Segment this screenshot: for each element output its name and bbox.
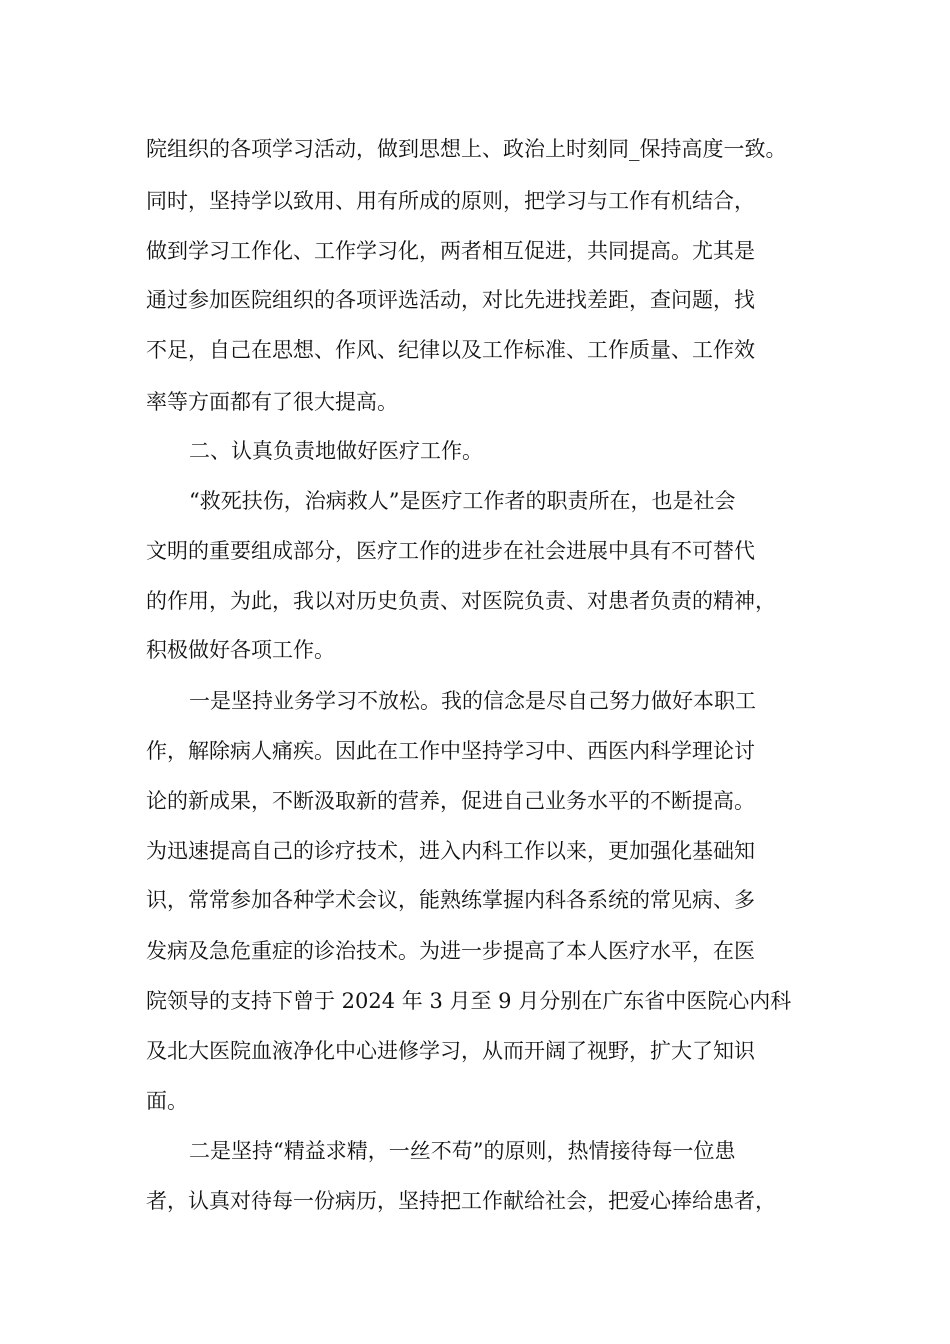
paragraph-line: 做到学习工作化、工作学习化，两者相互促进，共同提高。尤其是 — [146, 239, 755, 263]
paragraph-line: 积极做好各项工作。 — [146, 638, 335, 662]
paragraph-line: 同时，坚持学以致用、用有所成的原则，把学习与工作有机结合， — [146, 189, 755, 213]
paragraph-line: 率等方面都有了很大提高。 — [146, 390, 398, 414]
paragraph-line: 发病及急危重症的诊治技术。为进一步提高了本人医疗水平，在医 — [146, 939, 755, 963]
section-heading: 二、认真负责地做好医疗工作。 — [189, 439, 483, 463]
paragraph-line: 院组织的各项学习活动，做到思想上、政治上时刻同_保持高度一致。 — [146, 137, 787, 161]
paragraph-line: 文明的重要组成部分，医疗工作的进步在社会进展中具有不可替代 — [146, 539, 755, 563]
paragraph-line: 论的新成果，不断汲取新的营养，促进自己业务水平的不断提高。 — [146, 789, 755, 813]
paragraph-line: 一是坚持业务学习不放松。我的信念是尽自己努力做好本职工 — [189, 689, 756, 713]
paragraph-line: 识，常常参加各种学术会议，能熟练掌握内科各系统的常见病、多 — [146, 888, 755, 912]
paragraph-line: 作，解除病人痛疾。因此在工作中坚持学习中、西医内科学理论讨 — [146, 739, 755, 763]
paragraph-line: 通过参加医院组织的各项评选活动，对比先进找差距，查问题，找 — [146, 288, 755, 312]
paragraph-line: 者，认真对待每一份病历，坚持把工作献给社会，把爱心捧给患者， — [146, 1189, 776, 1213]
paragraph-line: 的作用，为此，我以对历史负责、对医院负责、对患者负责的精神， — [146, 589, 776, 613]
paragraph-line: 院领导的支持下曾于 2024 年 3 月至 9 月分别在广东省中医院心内科 — [146, 989, 792, 1013]
paragraph-line: 面。 — [146, 1089, 188, 1113]
paragraph-line: 二是坚持“精益求精，一丝不苟”的原则，热情接待每一位患 — [189, 1139, 736, 1163]
paragraph-line: 及北大医院血液净化中心进修学习，从而开阔了视野，扩大了知识 — [146, 1039, 755, 1063]
paragraph-line: 不足，自己在思想、作风、纪律以及工作标准、工作质量、工作效 — [146, 338, 755, 362]
paragraph-line: 为迅速提高自己的诊疗技术，进入内科工作以来，更加强化基础知 — [146, 839, 755, 863]
paragraph-line: “救死扶伤，治病救人”是医疗工作者的职责所在，也是社会 — [189, 489, 736, 513]
